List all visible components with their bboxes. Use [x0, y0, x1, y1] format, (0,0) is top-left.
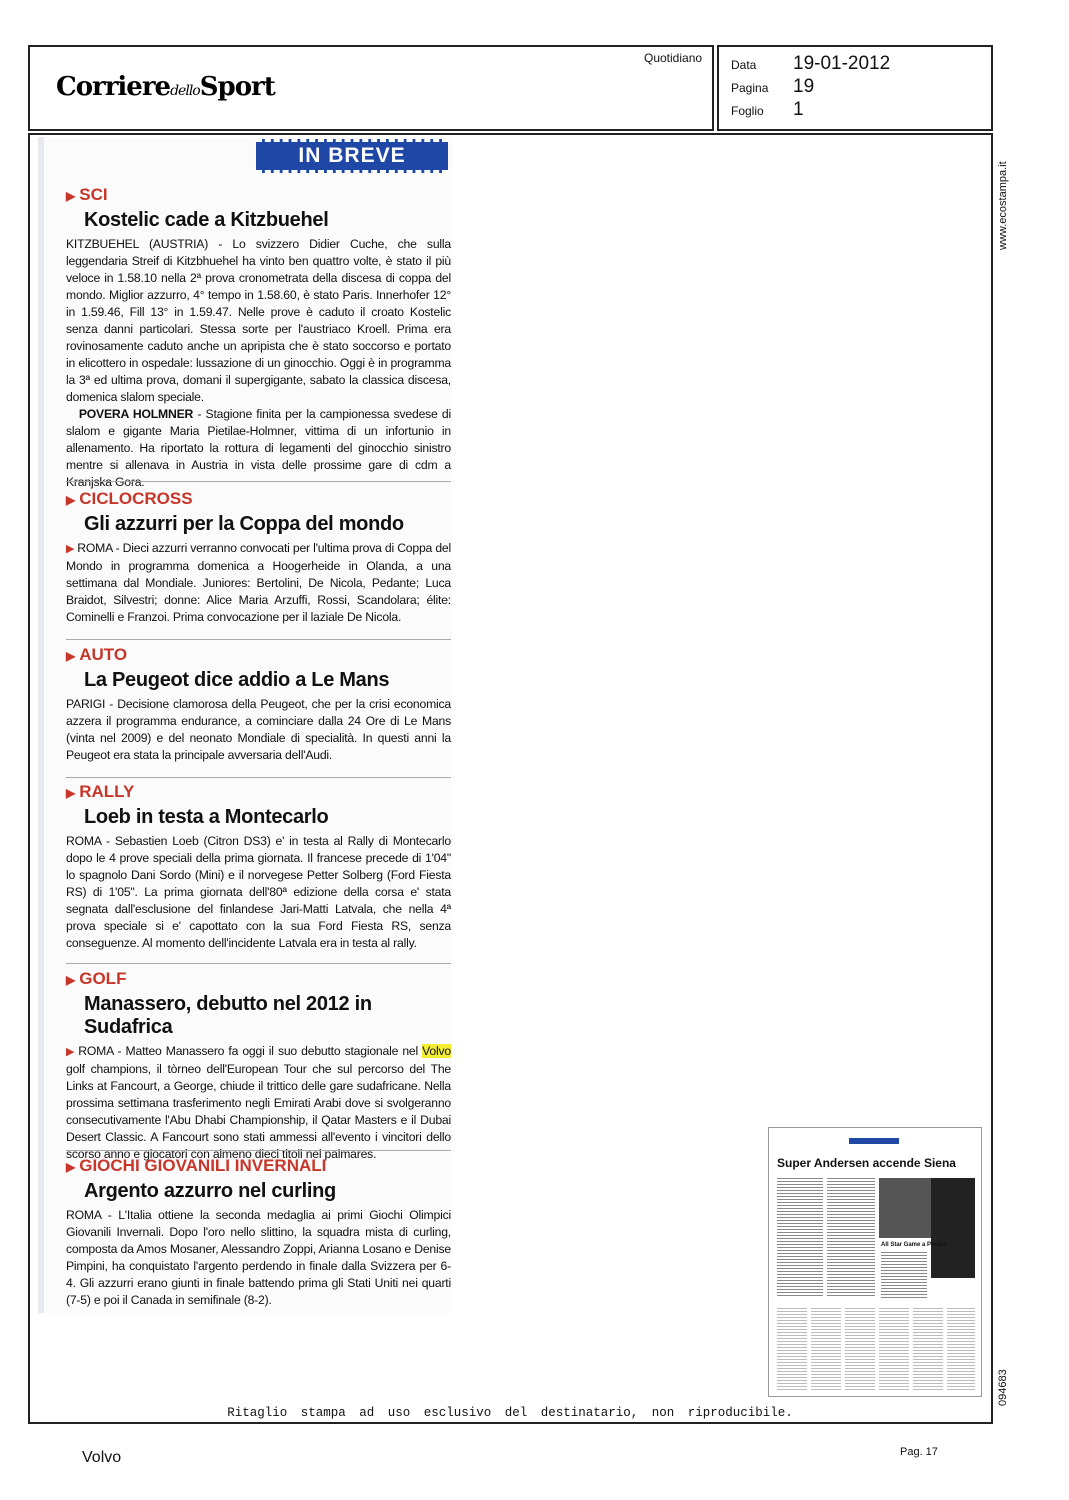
section-banner: IN BREVE [256, 139, 448, 173]
thumbnail-text-column [827, 1178, 875, 1298]
thumbnail-table [879, 1308, 909, 1390]
thumbnail-photo [879, 1178, 931, 1238]
thumbnail-table [947, 1308, 975, 1390]
thumbnail-subtitle: All Star Game a Pesaro [881, 1242, 948, 1248]
article-category: ▶ AUTO [66, 645, 128, 664]
article-body: ▶ ROMA - Matteo Manassero fa oggi il suo debutto stagionale nel Volvo golf champions, il tòrneo dell'European Tour che sul percorso del The Links at Fancourt, a George, chiude il trittico delle gare sudafricane. Nella prossima settimana trasferimento negli Emirati Arabi dove si svolgeranno consecutivamente l'Abu Dhabi Championship, il Qatar Masters e il Dubai Desert Classic. A Fancourt sono stati ammessi all'evento i vincitori dello scorso anno e giocatori con almeno dieci titoli nel palmares. [66, 1044, 451, 1161]
client-name: Volvo [82, 1449, 122, 1466]
article-title: Kostelic cade a Kitzbuehel [84, 209, 329, 231]
article-category: ▶ SCI [66, 185, 108, 204]
article-body: ▶ ROMA - Dieci azzurri verranno convocati per l'ultima prova di Coppa del Mondo in programma domenica a Hoogerheide in Olanda, a una settimana dal Mondiale. Juniores: Bertolini, De Nicola, Pedante; Luca Braidot, Silvestri; donne: Alice Maria Arzuffi, Rossi, Scandolara; élite: Cominelli e Franzoi. Prima convocazione per il laziale De Nicola. [66, 541, 451, 624]
article-sci [66, 185, 451, 491]
news-clipping [38, 137, 452, 1313]
article-title: Loeb in testa a Montecarlo [84, 806, 329, 828]
article-category: ▶ GOLF [66, 969, 127, 988]
triangle-icon: ▶ [66, 649, 76, 663]
article-curling [66, 1156, 451, 1309]
newspaper-logo: CorrieredelloSport [56, 72, 275, 102]
triangle-icon: ▶ [66, 493, 76, 507]
thumbnail-table [913, 1308, 943, 1390]
article-auto [66, 645, 451, 764]
thumbnail-title: Super Andersen accende Siena [777, 1156, 956, 1170]
divider [66, 639, 451, 640]
triangle-icon: ▶ [66, 543, 75, 555]
article-body: KITZBUEHEL (AUSTRIA) - Lo svizzero Didier Cuche, che sulla leggendaria Streif di Kitzbhuehel ha vinto ben quattro volte, è stato il più veloce in 1.58.10 nella 2ª prova cronometrata della discesa di coppa del mondo. Miglior azzurro, 4° tempo in 1.58.60, è stato Paris. Innerhofer 12° in 1.59.46, Fill 13° in 1.59.47. Nelle prove è caduto il croato Kostelic senza danni particolari. Stessa sorte per l'austriaco Kroell. Prima era rovinosamente caduto anche un apripista che è stato soccorso e portato in elicottero in ospedale: lussazione di un ginocchio. Oggi è in programma la 3ª ed ultima prova, domani il supergigante, sabato la classica discesa, domenica slalom speciale. POVERA HOLMNER - Stagione finita per la campionessa svedese di slalom e gigante Maria Pietilae-Holmner, vittima di un infortunio in allenamento. Ha riportato la rottura di legamenti del ginocchio sinistro mentre si allenava in Austria in vista delle prossime gare di cdm a Kranjska Gora. [66, 237, 451, 489]
triangle-icon: ▶ [66, 1046, 76, 1058]
sheet-value: 1 [793, 99, 804, 120]
sheet-row: Foglio 1 [731, 99, 804, 120]
article-title: Manassero, debutto nel 2012 in Sudafrica [84, 993, 372, 1038]
triangle-icon: ▶ [66, 1160, 76, 1174]
triangle-icon: ▶ [66, 189, 76, 203]
thumbnail-dark-box [931, 1178, 975, 1278]
divider [66, 777, 451, 778]
article-body: PARIGI - Decisione clamorosa della Peugeot, che per la crisi economica azzera il programma endurance, a cominciare dalla 24 Ore di Le Mans (vinta nel 2009) e del neonato Mondiale di specialità. In questi anni la Peugeot era stata la principale avversaria dell'Audi. [66, 697, 451, 762]
divider [66, 481, 451, 482]
divider [66, 1150, 451, 1151]
article-title: Gli azzurri per la Coppa del mondo [84, 513, 404, 535]
page-thumbnail [768, 1127, 982, 1397]
triangle-icon: ▶ [66, 786, 76, 800]
side-code: 094683 [997, 1369, 1009, 1406]
article-category: ▶ RALLY [66, 782, 135, 801]
triangle-icon: ▶ [66, 973, 76, 987]
thumbnail-section-bar [849, 1138, 899, 1144]
article-body: ROMA - Sebastien Loeb (Citron DS3) e' in testa al Rally di Montecarlo dopo le 4 prove speciali della prima giornata. Il francese precede di 1'04" lo spagnolo Dani Sordo (Mini) e il norvegese Petter Solberg (Ford Fiesta RS) di 1'05". La prima giornata dell'80ª edizione della corsa e' stata segnata dall'esclusione del finlandese Jari-Matti Latvala, che nella 4ª prova speciale si e' capottato con la sua Ford Fiesta RS, senza conseguenze. Al momento dell'incidente Latvala era in testa al rally. [66, 834, 451, 950]
thumbnail-table [777, 1308, 807, 1390]
copyright-note: Ritaglio stampa ad uso esclusivo del destinatario, non riproducibile. [227, 1406, 793, 1420]
date-value: 19-01-2012 [793, 53, 891, 74]
page-row: Pagina 19 [731, 76, 815, 97]
thumbnail-text-column [881, 1252, 927, 1298]
page-number: Pag. 17 [900, 1446, 938, 1458]
article-title: La Peugeot dice addio a Le Mans [84, 669, 390, 691]
highlighted-keyword: Volvo [422, 1044, 451, 1058]
thumbnail-text-column [777, 1178, 823, 1298]
article-category: ▶ CICLOCROSS [66, 489, 193, 508]
thumbnail-table [811, 1308, 841, 1390]
article-body: ROMA - L'Italia ottiene la seconda medaglia ai primi Giochi Olimpici Giovanili Invernali. Dopo l'oro nello slittino, la squadra mista di curling, composta da Amos Mosaner, Alessandro Zoppi, Arianna Losano e Denise Pimpini, ha conquistato l'argento perdendo in finale dalla Svizzera per 6-4. Gli azzurri erano giunti in finale battendo prima gli Stati Uniti nei quarti (7-5) e poi il Canada in semifinale (8-2). [66, 1208, 451, 1307]
article-category: ▶ GIOCHI GIOVANILI INVERNALI [66, 1156, 327, 1175]
page-value: 19 [793, 76, 815, 97]
article-ciclocross [66, 489, 451, 626]
metadata-box [717, 45, 993, 131]
publication-type: Quotidiano [644, 51, 703, 65]
thumbnail-table [845, 1308, 875, 1390]
date-row: Data 19-01-2012 [731, 53, 891, 74]
article-rally [66, 782, 451, 952]
side-url: www.ecostampa.it [997, 161, 1009, 250]
article-golf [66, 969, 451, 1163]
masthead-box [28, 45, 714, 131]
article-title: Argento azzurro nel curling [84, 1180, 336, 1202]
divider [66, 963, 451, 964]
